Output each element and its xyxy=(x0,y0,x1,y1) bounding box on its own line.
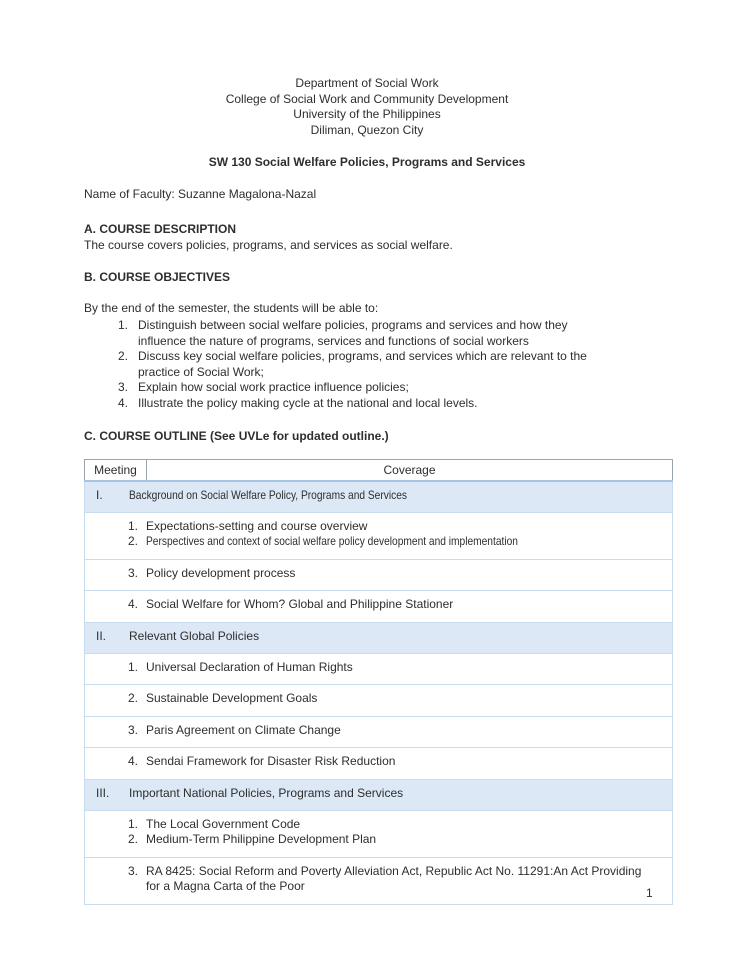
item-number: 2. xyxy=(127,832,138,846)
page-number: 1 xyxy=(646,886,653,900)
table-row xyxy=(85,779,673,810)
item-number: 3. xyxy=(127,722,138,737)
course-outline-table xyxy=(84,459,673,905)
coverage-items-row xyxy=(85,810,673,857)
objective-number: 1. xyxy=(117,318,128,332)
item-number: 1. xyxy=(127,659,138,674)
item-number: 2. xyxy=(127,691,138,705)
table-row xyxy=(85,810,673,857)
course-objectives-list xyxy=(84,318,589,411)
coverage-items-row xyxy=(85,685,673,717)
objective-item xyxy=(84,318,589,349)
coverage-item xyxy=(85,660,651,676)
coverage-items-row xyxy=(85,653,673,685)
institution-line-college: College of Social Work and Community Development xyxy=(225,91,509,106)
coverage-item xyxy=(85,723,651,739)
coverage-items-row xyxy=(85,512,673,559)
item-number: 3. xyxy=(127,565,138,580)
coverage-item xyxy=(85,754,651,770)
table-row xyxy=(85,559,673,591)
objective-text: Discuss key social welfare policies, programs, and services which are relevant to the practice of Social Work; xyxy=(138,349,587,379)
coverage-item xyxy=(85,566,651,582)
section-row-III xyxy=(85,779,673,810)
table-row xyxy=(85,716,673,748)
institution-line-department: Department of Social Work xyxy=(295,76,439,90)
coverage-items-row xyxy=(85,591,673,623)
item-number: 1. xyxy=(127,816,138,831)
objective-number: 4. xyxy=(117,395,128,410)
coverage-items-row xyxy=(85,559,673,591)
section-title: Important National Policies, Programs and Services xyxy=(129,785,404,800)
table-row xyxy=(85,653,673,685)
item-text: Policy development process xyxy=(146,565,296,580)
section-row-II xyxy=(85,622,673,653)
item-text: Paris Agreement on Climate Change xyxy=(146,722,341,737)
outline-header-row xyxy=(85,459,673,481)
objective-number: 3. xyxy=(117,380,128,394)
objective-number: 2. xyxy=(117,349,128,363)
item-number: 4. xyxy=(127,597,138,611)
document-content xyxy=(84,0,650,905)
section-numeral: III. xyxy=(96,785,110,800)
objective-text: Explain how social work practice influence policies; xyxy=(138,380,409,394)
item-text: RA 8425: Social Reform and Poverty Alleviation Act, Republic Act No. 11291:An Act Providing for a Magna Carta of the Poor xyxy=(146,863,642,893)
objective-item xyxy=(84,396,589,412)
coverage-item xyxy=(85,597,651,613)
table-row xyxy=(85,591,673,623)
coverage-items-row xyxy=(85,716,673,748)
item-number: 1. xyxy=(127,518,138,533)
coverage-item xyxy=(85,832,651,848)
table-row xyxy=(85,512,673,559)
objective-text: Distinguish between social welfare policies, programs and services and how they influence the nature of programs, services and functions of social workers xyxy=(138,318,568,348)
column-header-meeting: Meeting xyxy=(85,459,147,481)
coverage-items-row xyxy=(85,748,673,780)
item-number: 4. xyxy=(127,754,138,768)
objective-item xyxy=(84,349,589,380)
section-title: Background on Social Welfare Policy, Programs and Services xyxy=(129,487,407,502)
coverage-item xyxy=(85,691,651,707)
course-outline-heading: C. COURSE OUTLINE (See UVLe for updated outline.) xyxy=(84,429,389,443)
item-text: Sendai Framework for Disaster Risk Reduction xyxy=(146,754,396,768)
section-numeral: I. xyxy=(96,487,103,502)
objective-item xyxy=(84,380,589,396)
table-row xyxy=(85,622,673,653)
item-number: 3. xyxy=(127,863,138,878)
table-row xyxy=(85,481,673,513)
table-row xyxy=(85,685,673,717)
coverage-item xyxy=(85,864,651,895)
item-text: Medium-Term Philippine Development Plan xyxy=(146,832,377,846)
coverage-item xyxy=(85,534,651,550)
item-text: Expectations-setting and course overview xyxy=(146,518,368,533)
course-objectives-heading: B. COURSE OBJECTIVES xyxy=(84,270,231,284)
coverage-items-row xyxy=(85,857,673,904)
institution-line-city: Diliman, Quezon City xyxy=(310,122,424,137)
item-text: Perspectives and context of social welfare policy development and implementation xyxy=(146,534,518,548)
table-row xyxy=(85,748,673,780)
faculty-name-line: Name of Faculty: Suzanne Magalona-Nazal xyxy=(84,186,317,201)
section-row-I xyxy=(85,481,673,513)
item-text: The Local Government Code xyxy=(146,816,301,831)
objective-text: Illustrate the policy making cycle at the national and local levels. xyxy=(138,395,478,410)
section-title: Relevant Global Policies xyxy=(129,628,260,643)
course-description-body: The course covers policies, programs, and services as social welfare. xyxy=(84,237,453,252)
item-text: Social Welfare for Whom? Global and Philippine Stationer xyxy=(146,597,454,611)
coverage-item xyxy=(85,817,651,833)
coverage-item xyxy=(85,519,651,535)
institution-header xyxy=(84,76,650,138)
course-objectives-intro: By the end of the semester, the students will be able to: xyxy=(84,300,379,315)
section-numeral: II. xyxy=(96,628,107,643)
table-row xyxy=(85,857,673,904)
institution-line-university: University of the Philippines xyxy=(293,107,441,121)
course-title: SW 130 Social Welfare Policies, Programs and Services xyxy=(208,155,526,169)
item-text: Universal Declaration of Human Rights xyxy=(146,659,353,674)
column-header-coverage: Coverage xyxy=(147,459,673,481)
item-text: Sustainable Development Goals xyxy=(146,691,318,705)
section-course-description xyxy=(84,222,650,253)
course-description-heading: A. COURSE DESCRIPTION xyxy=(84,222,237,236)
item-number: 2. xyxy=(127,534,138,548)
